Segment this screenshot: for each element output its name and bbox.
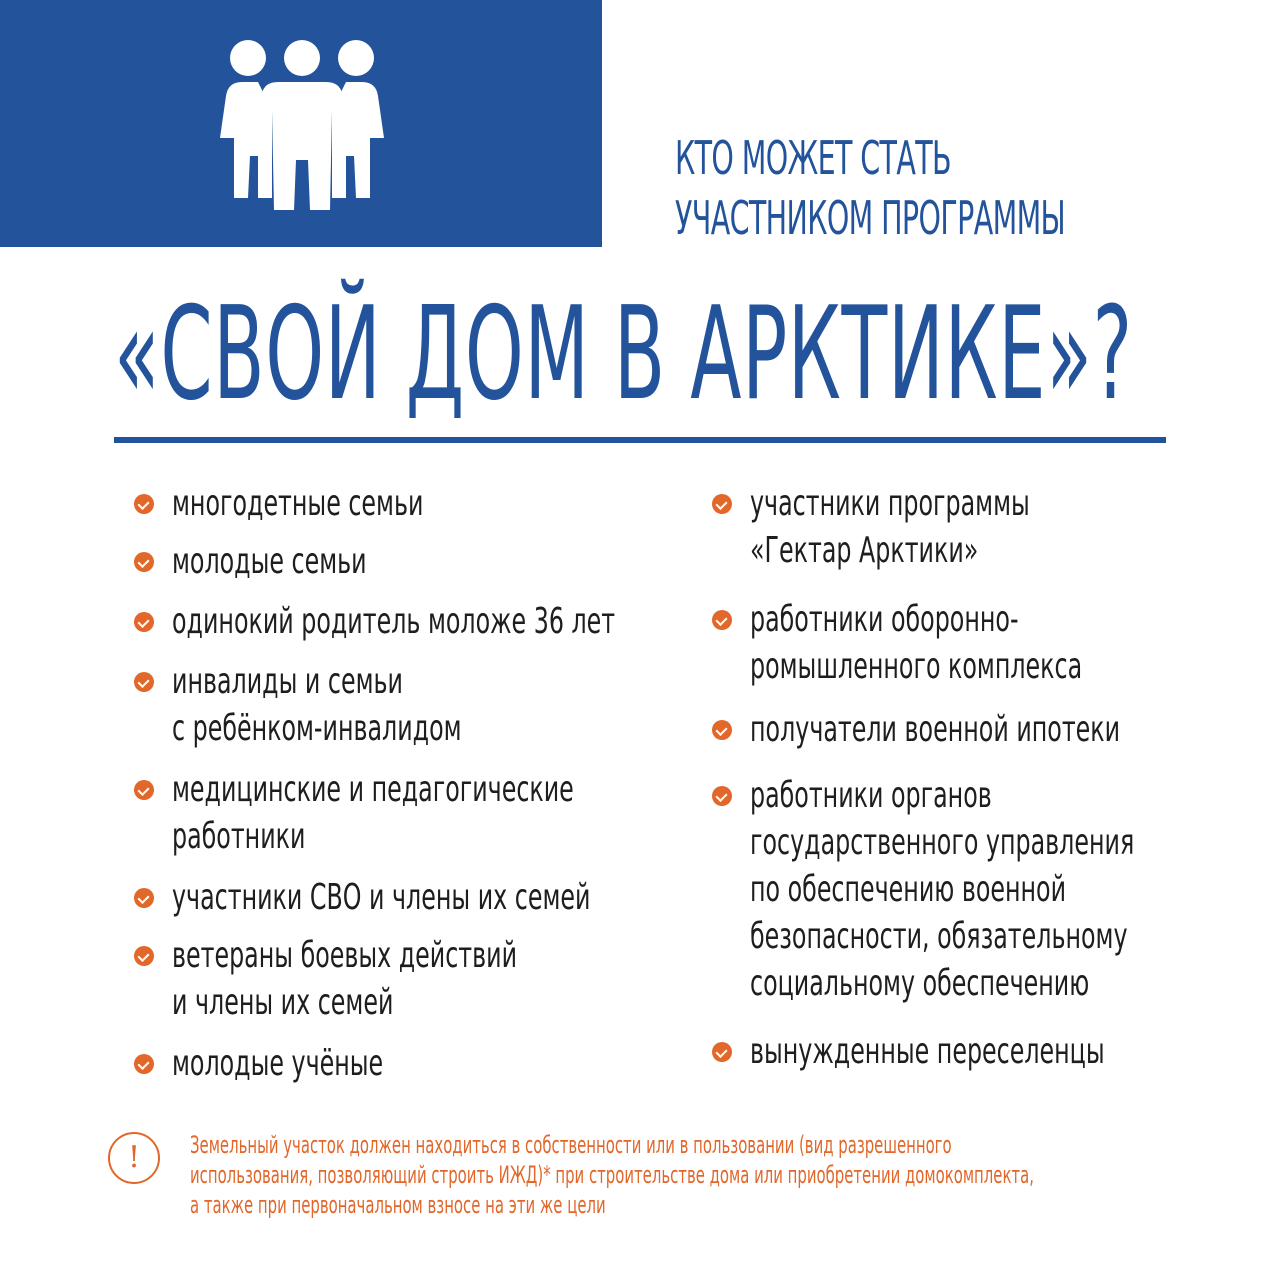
header-subtitle	[675, 128, 1065, 248]
list-item-text: медицинские и педагогические	[172, 769, 574, 810]
footnote	[190, 1130, 1034, 1220]
check-bullet-icon	[134, 1054, 154, 1074]
list-item-text: работники оборонно-	[750, 599, 1019, 640]
subtitle-line-2: УЧАСТНИКОМ ПРОГРАММЫ	[675, 191, 1066, 245]
list-item-text: социальному обеспечению	[750, 963, 1090, 1004]
list-item	[712, 480, 1174, 574]
list-item-text: одинокий родитель моложе 36 лет	[172, 601, 616, 642]
check-bullet-icon	[134, 888, 154, 908]
list-item-text: ветераны боевых действий	[172, 935, 518, 976]
exclamation-glyph: !	[127, 1140, 141, 1175]
check-bullet-icon	[712, 610, 732, 630]
list-item-text: получатели военной ипотеки	[750, 709, 1121, 750]
check-bullet-icon	[712, 786, 732, 806]
list-item	[134, 766, 781, 860]
list-item	[134, 658, 611, 752]
list-item-text: «Гектар Арктики»	[750, 530, 979, 571]
list-item	[134, 1040, 492, 1087]
footnote-line-2: использования, позволяющий строить ИЖД)* при строительстве дома или приобретении домокомплекта,	[190, 1161, 1034, 1189]
list-item-text: инвалиды и семьи	[172, 661, 403, 702]
check-bullet-icon	[134, 494, 154, 514]
check-bullet-icon	[134, 780, 154, 800]
list-item-text: молодые семьи	[172, 541, 367, 582]
check-bullet-icon	[712, 1042, 732, 1062]
subtitle-line-1: КТО МОЖЕТ СТАТЬ	[675, 131, 952, 185]
list-item-text: с ребёнком-инвалидом	[172, 708, 462, 749]
list-item-text: ромышленного комплекса	[750, 646, 1083, 687]
list-item-text: государственного управления	[750, 822, 1135, 863]
list-item	[712, 772, 1280, 1007]
list-item-text: работники	[172, 816, 306, 857]
list-item-text: участники СВО и члены их семей	[172, 877, 591, 918]
title-divider	[114, 437, 1166, 443]
check-bullet-icon	[134, 552, 154, 572]
list-item	[134, 932, 695, 1026]
check-bullet-icon	[712, 494, 732, 514]
list-item	[134, 538, 467, 585]
list-item-text: многодетные семьи	[172, 483, 424, 524]
list-item-text: работники органов	[750, 775, 992, 816]
check-bullet-icon	[134, 612, 154, 632]
list-item-text: по обеспечению военной	[750, 869, 1067, 910]
list-item-text: безопасности, обязательному	[750, 916, 1128, 957]
list-item	[134, 874, 806, 921]
list-item-text: участники программы	[750, 483, 1030, 524]
header-blue-panel	[0, 0, 602, 247]
check-bullet-icon	[134, 672, 154, 692]
list-item-text: и члены их семей	[172, 982, 394, 1023]
list-item	[712, 596, 1253, 690]
list-item-text: вынужденные переселенцы	[750, 1031, 1105, 1072]
list-item	[134, 480, 553, 527]
check-bullet-icon	[712, 720, 732, 740]
page-title: «СВОЙ ДОМ В АРКТИКЕ»?	[114, 280, 1133, 429]
people-group-icon	[212, 38, 392, 218]
footnote-line-3: а также при первоначальном взносе на эти же цели	[190, 1191, 606, 1219]
list-item	[712, 706, 1280, 753]
list-item	[712, 1028, 1280, 1075]
exclamation-circle-icon	[108, 1132, 160, 1184]
footnote-line-1: Земельный участок должен находиться в собственности или в пользовании (вид разрешенного	[190, 1131, 952, 1159]
check-bullet-icon	[134, 946, 154, 966]
list-item-text: молодые учёные	[172, 1043, 384, 1084]
